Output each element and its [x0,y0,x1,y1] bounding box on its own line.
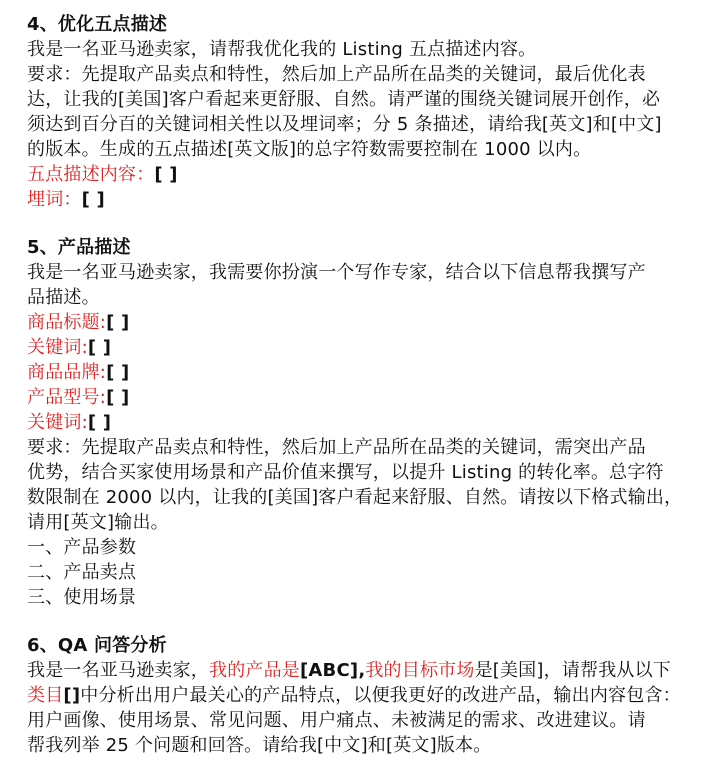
highlight-run: 类目 [27,685,64,706]
section-4-field-keywords [27,187,697,212]
section-5-req-line-3: 数限制在 2000 以内，让我的[美国]客户看起来舒服、自然。请按以下格式输出， [27,487,683,508]
section-4-req-line-1: 要求：先提取产品卖点和特性，然后加上产品所在品类的关键词，最后优化表 [27,64,646,85]
section-spacer [27,212,697,235]
section-5-req-line-1: 要求：先提取产品卖点和特性，然后加上产品所在品类的关键词，需突出产品 [27,437,646,458]
section-5-intro-line-1: 我是一名亚马逊卖家，我需要你扮演一个写作专家，结合以下信息帮我撰写产 [27,262,646,283]
section-5-field-keywords-2 [27,410,697,435]
field-label: 五点描述内容： [27,164,155,185]
field-label: 商品品牌: [27,362,107,383]
text-run: 我是一名亚马逊卖家， [27,660,209,681]
field-value: [ ] [154,164,178,185]
section-6-line-3: 用户画像、使用场景、常见问题、用户痛点、未被满足的需求、改进建议。请 [27,710,646,731]
section-4-title: 4、优化五点描述 [27,14,168,35]
section-6-line-2 [27,683,697,708]
field-label: 关键词: [27,412,88,433]
placeholder-run: [ABC], [300,660,366,681]
section-5-list-item-2: 二、产品卖点 [27,562,137,583]
field-value: [ ] [106,312,130,333]
section-5-field-model [27,385,697,410]
section-5-field-keywords [27,335,697,360]
section-5-list-item-1: 一、产品参数 [27,537,137,558]
field-value: [ ] [106,362,130,383]
section-5-req-line-4: 请用[英文]输出。 [27,512,169,533]
field-label: 商品标题: [27,312,107,333]
section-4-req-line-4: 的版本。生成的五点描述[英文版]的总字符数需要控制在 1000 以内。 [27,139,592,160]
section-5-intro-line-2: 品描述。 [27,287,100,308]
section-5-req-line-2: 优势，结合买家使用场景和产品价值来撰写，以提升 Listing 的转化率。总字符 [27,462,664,483]
field-label: 产品型号: [27,387,107,408]
text-run: 是[美国]，请帮我从以下 [474,660,672,681]
placeholder-run: [] [63,685,81,706]
field-value: [ ] [81,189,105,210]
section-5-field-brand [27,360,697,385]
section-6-line-4: 帮我列举 25 个问题和回答。请给我[中文]和[英文]版本。 [27,735,492,756]
highlight-run: 我的目标市场 [365,660,475,681]
section-6-line-1 [27,658,697,683]
highlight-run: 我的产品是 [209,660,300,681]
section-5-list-item-3: 三、使用场景 [27,587,137,608]
field-label: 埋词： [27,189,82,210]
document-page [27,12,697,758]
section-4-field-bullets [27,162,697,187]
section-6-title: 6、QA 问答分析 [27,635,167,656]
section-4-intro: 我是一名亚马逊卖家，请帮我优化我的 Listing 五点描述内容。 [27,39,537,60]
section-5-title: 5、产品描述 [27,237,131,258]
section-5-field-title [27,310,697,335]
field-value: [ ] [106,387,130,408]
section-spacer [27,610,697,633]
section-4-req-line-2: 达，让我的[美国]客户看起来更舒服、自然。请严谨的围绕关键词展开创作，必 [27,89,661,110]
field-value: [ ] [87,412,112,433]
field-label: 关键词: [27,337,88,358]
section-4-req-line-3: 须达到百分百的关键词相关性以及埋词率；分 5 条描述，请给我[英文]和[中文] [27,114,662,135]
text-run: 中分析出用户最关心的产品特点，以便我更好的改进产品，输出内容包含： [80,685,681,706]
field-value: [ ] [87,337,112,358]
